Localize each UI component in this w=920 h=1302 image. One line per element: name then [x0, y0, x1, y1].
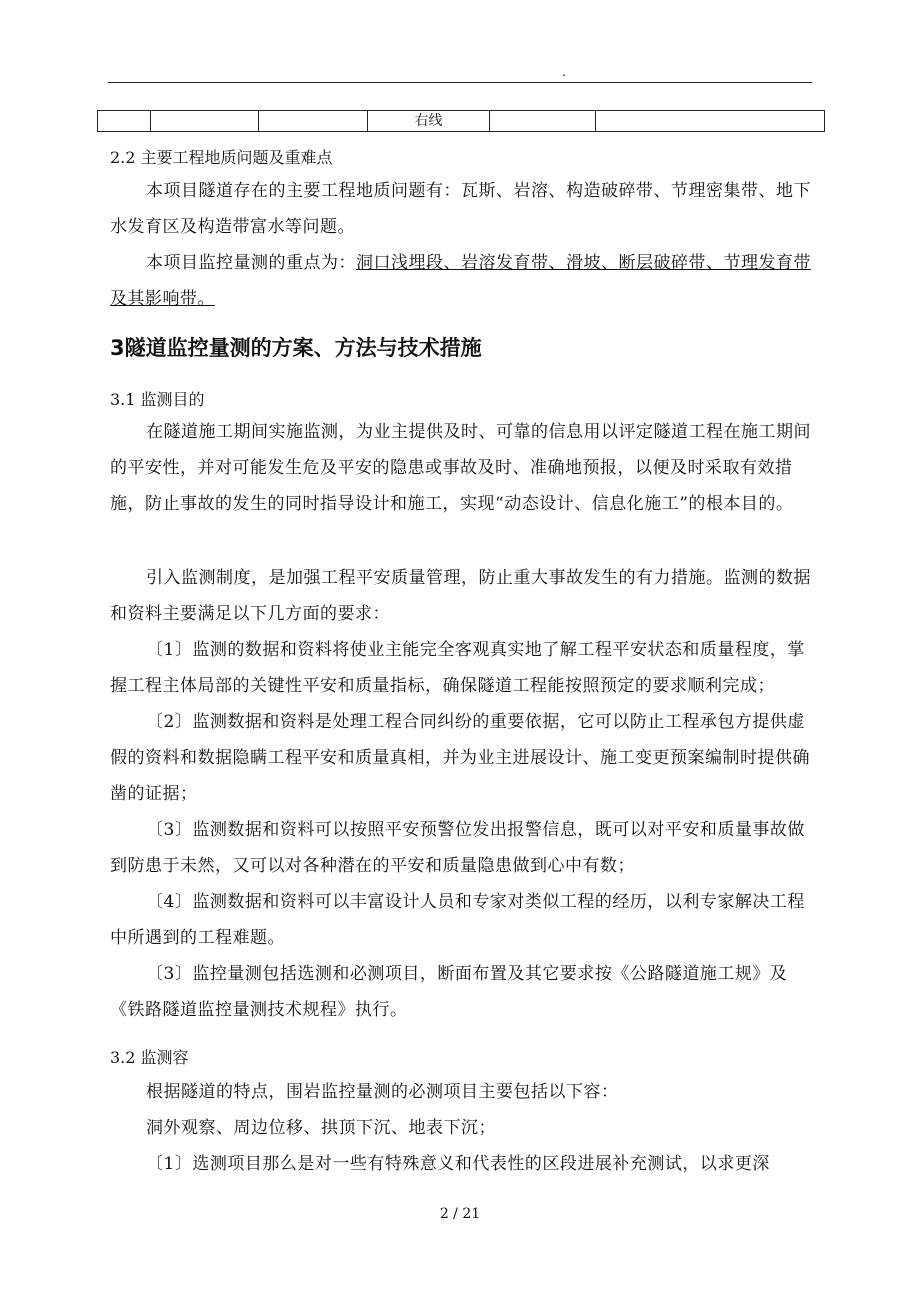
section-3-2-paragraph-3: 〔1〕选测项目那么是对一些有特殊意义和代表性的区段进展补充测试，以求更深	[146, 1154, 770, 1174]
section-3-2-paragraph-1: 根据隧道的特点，围岩监控量测的必测项目主要包括以下容：	[146, 1082, 619, 1102]
table-row	[98, 111, 825, 132]
table-cell	[490, 111, 596, 132]
section-3-1-heading: 3.1 监测目的	[110, 390, 205, 409]
section-3-1-paragraph-1: 在隧道施工期间实施监测，为业主提供及时、可靠的信息用以评定隧道工程在施工期间的平安性，并对可能发生危及平安的隐患或事故及时、准确地预报，以便及时采取有效措施，防止事故的发生的同时指导设计和施工，实现“动态设计、信息化施工”的根本目的。	[110, 422, 811, 514]
table-cell	[151, 111, 259, 132]
focus-prefix: 本项目监控量测的重点为：	[146, 253, 356, 273]
section-3-2-paragraph-2: 洞外观察、周边位移、拱顶下沉、地表下沉；	[146, 1118, 496, 1138]
section-3-1-paragraph-2: 引入监测制度，是加强工程平安质量管理，防止重大事故发生的有力措施。监测的数据和资料主要满足以下几方面的要求：	[110, 568, 811, 624]
header-rule	[108, 82, 812, 83]
table-cell	[596, 111, 825, 132]
table-cell	[98, 111, 151, 132]
continuation-table	[97, 110, 825, 132]
section-3-2-heading: 3.2 监测容	[110, 1048, 189, 1067]
list-item: 〔2〕监测数据和资料是处理工程合同纠纷的重要依据，它可以防止工程承包方提供虚假的资料和数据隐瞒工程平安和质量真相，并为业主进展设计、施工变更预案编制时提供确凿的证据；	[110, 712, 810, 804]
section-2-2-heading: 2.2 主要工程地质问题及重难点	[110, 148, 333, 167]
section-3-heading: 3隧道监控量测的方案、方法与技术措施	[110, 336, 482, 360]
page-number: 2 / 21	[439, 1206, 481, 1222]
section-2-2-paragraph-2	[110, 245, 814, 317]
list-item: 〔4〕监测数据和资料可以丰富设计人员和专家对类似工程的经历，以利专家解决工程中所遇到的工程难题。	[110, 892, 805, 948]
header-mark: .	[562, 65, 566, 79]
list-item: 〔1〕监测的数据和资料将使业主能完全客观真实地了解工程平安状态和质量程度，掌握工程主体局部的关键性平安和质量指标，确保隧道工程能按照预定的要求顺利完成；	[110, 640, 805, 696]
section-2-2-paragraph-1: 本项目隧道存在的主要工程地质问题有：瓦斯、岩溶、构造破碎带、节理密集带、地下水发育区及构造带富水等问题。	[110, 181, 811, 237]
list-item: 〔3〕监控量测包括选测和必测项目，断面布置及其它要求按《公路隧道施工规》及《铁路隧道监控量测技术规程》执行。	[110, 964, 788, 1020]
list-item: 〔3〕监测数据和资料可以按照平安预警位发出报警信息，既可以对平安和质量事故做到防患于未然，又可以对各种潜在的平安和质量隐患做到心中有数；	[110, 820, 805, 876]
table-cell: 右线	[368, 111, 490, 132]
focus-underlined: 洞口浅埋段、岩溶发育带、滑坡、断层破碎带、节理发育带及其影响带。	[110, 253, 811, 309]
table-cell	[259, 111, 368, 132]
